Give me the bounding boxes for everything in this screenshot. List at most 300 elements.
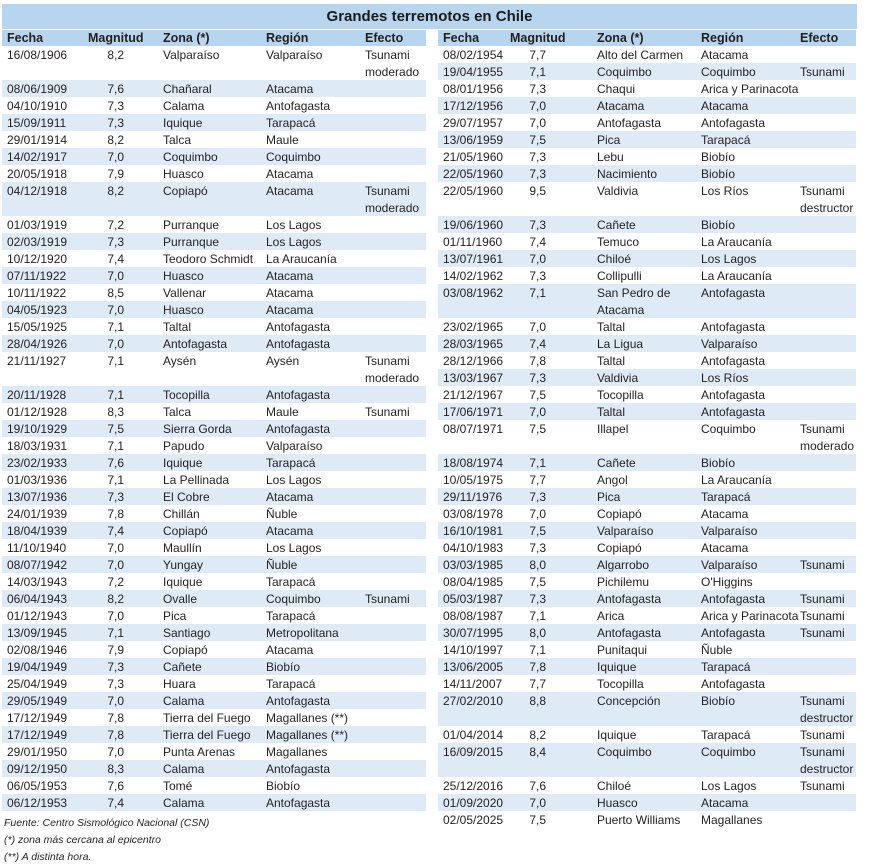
cell-zona: Taltal [597,354,626,368]
cell-region: Antofagasta [266,796,331,810]
cell-magnitud: 7,3 [107,490,124,504]
cell-efecto: Tsunami [365,592,410,606]
cell-fecha: 28/12/1966 [443,354,504,368]
cell-zona: La Pellinada [163,473,230,487]
cell-region: Maule [266,405,299,419]
cell-fecha: 21/12/1967 [443,388,504,402]
table-row [438,386,856,403]
cell-region: Tarapacá [266,456,316,470]
table-header [438,30,856,46]
cell-region: Tarapacá [266,116,316,130]
cell-region: Los Lagos [266,541,322,555]
cell-zona: Huara [163,677,196,691]
cell-magnitud: 7,7 [529,473,546,487]
cell-region: Antofagasta [701,626,766,640]
cell-magnitud: 7,4 [529,235,546,249]
table-row [438,284,856,318]
cell-fecha: 18/04/1939 [7,524,68,538]
cell-efecto: Tsunami [800,609,845,623]
cell-region: Atacama [701,507,749,521]
cell-magnitud: 7,7 [529,677,546,691]
cell-region: La Araucanía [701,235,772,249]
cell-magnitud: 8,5 [107,286,124,300]
cell-zona: Maullín [163,541,202,555]
cell-region: Antofagasta [701,354,766,368]
cell-zona: Copiapó [597,507,642,521]
cell-region: Antofagasta [266,99,331,113]
table-row [2,488,426,505]
table-row [438,352,856,369]
cell-zona: El Cobre [163,490,210,504]
cell-region: La Araucanía [701,269,772,283]
cell-magnitud: 7,9 [107,167,124,181]
cell-region: O'Higgins [701,575,753,589]
cell-region: Los Lagos [266,473,322,487]
right-table-body [438,46,856,828]
cell-region: Coquimbo [266,150,321,164]
cell-region: Tarapacá [701,490,751,504]
cell-region: Magallanes (**) [266,711,349,725]
cell-efecto: Tsunami [800,779,845,793]
cell-region: Atacama [266,167,314,181]
cell-fecha: 17/06/1971 [443,405,504,419]
cell-fecha: 29/11/1976 [443,490,503,504]
header-zona: Zona (*) [163,31,210,45]
table-row [2,267,426,284]
cell-region: Atacama [266,490,314,504]
cell-zona: Iquique [163,456,203,470]
cell-region: Los Lagos [701,779,757,793]
table-row [438,369,856,386]
cell-zona: Pichilemu [597,575,650,589]
cell-zona: Antofagasta [597,116,662,130]
cell-region: Ñuble [266,507,298,521]
cell-region: Biobío [701,167,736,181]
cell-magnitud: 7,1 [107,388,124,402]
cell-zona: Lebu [597,150,624,164]
header-zona: Zona (*) [597,31,644,45]
cell-fecha: 28/04/1926 [7,337,68,351]
cell-fecha: 03/03/1985 [443,558,504,572]
cell-region: Antofagasta [701,286,766,300]
cell-fecha: 22/05/1960 [443,184,504,198]
table-row [438,267,856,284]
cell-zona: Aysén [163,354,197,368]
cell-fecha: 28/03/1965 [443,337,504,351]
cell-magnitud: 7,3 [107,677,124,691]
table-row [438,488,856,505]
cell-fecha: 23/02/1965 [443,320,504,334]
cell-fecha: 20/05/1918 [7,167,68,181]
cell-zona: Atacama [597,99,645,113]
cell-magnitud: 7,1 [107,626,124,640]
table-row [2,505,426,522]
cell-magnitud: 8,2 [529,728,546,742]
cell-fecha: 01/11/1960 [443,235,503,249]
cell-magnitud: 8,2 [107,184,124,198]
cell-fecha: 01/09/2020 [443,796,504,810]
table-row [438,148,856,165]
table-row [2,97,426,114]
cell-zona: Coquimbo [597,745,652,759]
cell-zona: Copiapó [163,643,208,657]
header-magnitud: Magnitud [88,31,144,45]
cell-fecha: 14/02/1962 [443,269,504,283]
table-row [2,182,426,216]
cell-magnitud: 7,8 [107,507,124,521]
cell-magnitud: 7,3 [529,592,546,606]
cell-region: Los Lagos [266,235,322,249]
cell-region: Tarapacá [266,575,316,589]
cell-zona: Antofagasta [163,337,228,351]
table-row [438,216,856,233]
cell-region: Coquimbo [701,422,756,436]
table-row [438,335,856,352]
table-row [438,233,856,250]
cell-magnitud: 7,7 [529,48,546,62]
cell-region: Biobío [701,218,736,232]
left-table [2,30,426,811]
table-row [438,165,856,182]
cell-efecto: Tsunami [800,65,845,79]
cell-region: Valparaíso [701,558,758,572]
cell-zona: Purranque [163,218,220,232]
table-row [438,182,856,216]
table-row [2,641,426,658]
cell-fecha: 13/03/1967 [443,371,504,385]
cell-magnitud: 7,6 [107,456,124,470]
cell-zona: Huasco [163,167,204,181]
cell-zona: Concepción [597,694,661,708]
cell-zona: Illapel [597,422,629,436]
cell-efecto: Tsunami destructor [800,184,854,215]
cell-zona: Chaqui [597,82,636,96]
cell-region: Atacama [701,796,749,810]
table-row [438,420,856,454]
cell-efecto: Tsunami [800,626,845,640]
cell-zona: Alto del Carmen [597,48,684,62]
cell-magnitud: 7,0 [107,558,124,572]
cell-zona: Coquimbo [597,65,652,79]
cell-zona: Valparaíso [597,524,654,538]
cell-magnitud: 8,8 [529,694,546,708]
table-row [438,624,856,641]
cell-fecha: 11/10/1940 [7,541,67,555]
table-row [2,658,426,675]
cell-zona: Iquique [163,575,203,589]
cell-magnitud: 7,8 [529,354,546,368]
table-row [438,641,856,658]
cell-fecha: 04/10/1910 [7,99,68,113]
cell-fecha: 08/02/1954 [443,48,504,62]
cell-fecha: 08/04/1985 [443,575,504,589]
cell-magnitud: 7,3 [107,235,124,249]
cell-fecha: 04/12/1918 [7,184,68,198]
cell-fecha: 06/05/1953 [7,779,68,793]
cell-zona: San Pedro de Atacama [597,286,671,317]
cell-fecha: 01/12/1928 [7,405,68,419]
table-row [438,692,856,726]
cell-fecha: 18/03/1931 [7,439,68,453]
cell-region: Antofagasta [701,320,766,334]
table-row [2,80,426,97]
cell-region: Antofagasta [266,388,331,402]
cell-magnitud: 8,3 [107,762,124,776]
cell-magnitud: 9,5 [529,184,546,198]
cell-magnitud: 7,4 [107,796,124,810]
cell-fecha: 29/01/1914 [7,133,68,147]
table-row [438,80,856,97]
table-row [438,471,856,488]
table-row [438,454,856,471]
table-row [2,607,426,624]
cell-zona: Iquique [597,660,637,674]
cell-fecha: 04/10/1983 [443,541,504,555]
cell-region: Los Lagos [701,252,757,266]
table-row [2,114,426,131]
table-row [2,403,426,420]
cell-magnitud: 7,1 [107,473,124,487]
cell-efecto: Tsunami [365,405,410,419]
cell-fecha: 15/09/1911 [7,116,67,130]
cell-zona: Punitaqui [597,643,648,657]
cell-zona: Taltal [163,320,192,334]
cell-fecha: 16/09/2015 [443,745,504,759]
cell-fecha: 08/07/1942 [7,558,68,572]
cell-region: Arica y Parinacota [701,609,799,623]
table-title: Grandes terremotos en Chile [2,4,857,29]
table-row [2,556,426,573]
cell-fecha: 17/12/1949 [7,728,68,742]
cell-zona: Valdivia [597,184,639,198]
cell-zona: Cañete [597,218,636,232]
cell-region: Atacama [701,48,749,62]
cell-magnitud: 7,6 [529,779,546,793]
cell-magnitud: 7,5 [107,422,124,436]
cell-fecha: 19/04/1955 [443,65,504,79]
cell-region: Metropolitana [266,626,339,640]
table-row [2,590,426,607]
cell-magnitud: 7,3 [529,82,546,96]
table-row [2,624,426,641]
cell-zona: Angol [597,473,628,487]
cell-region: Antofagasta [266,422,331,436]
table-header [2,30,426,46]
cell-magnitud: 7,1 [529,65,546,79]
table-row [2,46,426,80]
cell-fecha: 10/05/1975 [443,473,504,487]
table-row [2,675,426,692]
cell-fecha: 29/05/1949 [7,694,68,708]
table-row [438,97,856,114]
cell-fecha: 08/07/1971 [443,422,504,436]
cell-magnitud: 7,2 [107,218,124,232]
left-table-body [2,46,426,811]
table-row [438,403,856,420]
cell-zona: Calama [163,694,205,708]
cell-zona: Punta Arenas [163,745,236,759]
cell-zona: Talca [163,133,192,147]
cell-efecto: Tsunami destructor [800,694,854,725]
cell-region: Coquimbo [266,592,321,606]
cell-region: Atacama [266,184,314,198]
cell-region: Tarapacá [701,133,751,147]
cell-fecha: 14/02/1917 [7,150,68,164]
cell-region: Aysén [266,354,300,368]
table-row [2,573,426,590]
table-row [438,131,856,148]
cell-zona: Chañaral [163,82,212,96]
cell-fecha: 13/07/1961 [443,252,504,266]
cell-efecto: Tsunami [800,558,845,572]
table-row [2,165,426,182]
table-row [438,590,856,607]
cell-zona: Temuco [597,235,640,249]
cell-fecha: 01/12/1943 [7,609,68,623]
table-row [2,318,426,335]
cell-region: Antofagasta [701,592,766,606]
cell-fecha: 14/03/1943 [7,575,68,589]
cell-fecha: 06/04/1943 [7,592,68,606]
table-row [438,743,856,777]
cell-magnitud: 7,3 [107,116,124,130]
cell-region: Tarapacá [701,728,751,742]
cell-zona: Yungay [163,558,204,572]
cell-magnitud: 8,2 [107,48,124,62]
cell-efecto: Tsunami destructor [800,745,854,776]
table-row [438,250,856,267]
cell-zona: Pica [597,490,621,504]
cell-magnitud: 7,3 [529,269,546,283]
cell-region: Ñuble [266,558,298,572]
table-row [438,777,856,794]
zone-note: (*) zona más cercana al epicentro [4,834,161,846]
cell-zona: Copiapó [597,541,642,555]
cell-magnitud: 7,3 [529,150,546,164]
cell-region: Antofagasta [266,762,331,776]
footnotes [4,815,209,866]
cell-fecha: 10/12/1920 [7,252,68,266]
cell-magnitud: 7,0 [107,150,124,164]
cell-fecha: 02/08/1946 [7,643,68,657]
cell-zona: Vallenar [163,286,207,300]
table-row [438,46,856,63]
cell-fecha: 17/12/1956 [443,99,504,113]
cell-zona: Tierra del Fuego [163,711,251,725]
cell-region: Magallanes [266,745,328,759]
cell-zona: Iquique [163,116,203,130]
cell-region: Magallanes (**) [266,728,349,742]
cell-magnitud: 8,0 [529,626,546,640]
table-row [438,539,856,556]
cell-region: Atacama [266,82,314,96]
cell-region: Biobío [266,660,301,674]
cell-zona: Pica [597,133,621,147]
table-row [2,301,426,318]
cell-region: Antofagasta [701,405,766,419]
cell-magnitud: 7,2 [107,575,124,589]
cell-magnitud: 8,2 [107,592,124,606]
cell-fecha: 30/07/1995 [443,626,504,640]
cell-fecha: 02/03/1919 [7,235,68,249]
cell-fecha: 03/08/1978 [443,507,504,521]
cell-fecha: 19/10/1929 [7,422,68,436]
cell-fecha: 05/03/1987 [443,592,504,606]
cell-fecha: 07/11/1922 [7,269,67,283]
cell-fecha: 08/01/1956 [443,82,504,96]
cell-zona: La Ligua [597,337,644,351]
cell-fecha: 13/06/1959 [443,133,504,147]
cell-fecha: 14/11/2007 [443,677,503,691]
cell-fecha: 27/02/2010 [443,694,504,708]
cell-magnitud: 7,4 [107,524,124,538]
cell-region: Biobío [701,456,736,470]
cell-region: Valparaíso [701,337,758,351]
cell-magnitud: 8,3 [107,405,124,419]
cell-region: Magallanes [701,813,763,827]
cell-fecha: 16/08/1906 [7,48,68,62]
table-row [2,692,426,709]
cell-zona: Huasco [163,269,204,283]
cell-zona: Cañete [597,456,636,470]
cell-magnitud: 7,1 [529,456,546,470]
cell-magnitud: 8,4 [529,745,546,759]
cell-fecha: 13/07/1936 [7,490,68,504]
table-row [2,437,426,454]
cell-zona: Cañete [163,660,202,674]
cell-magnitud: 7,0 [107,303,124,317]
table-row [2,386,426,403]
cell-region: Arica y Parinacota [701,82,799,96]
table-row [2,454,426,471]
cell-magnitud: 7,0 [107,541,124,555]
cell-magnitud: 7,4 [107,252,124,266]
cell-magnitud: 7,5 [529,813,546,827]
cell-region: Atacama [701,99,749,113]
cell-zona: Nacimiento [597,167,658,181]
cell-magnitud: 7,0 [529,796,546,810]
table-row [2,743,426,760]
table-row [438,607,856,624]
cell-region: Atacama [266,643,314,657]
table-row [2,216,426,233]
cell-fecha: 29/07/1957 [443,116,504,130]
table-row [2,284,426,301]
cell-zona: Arica [597,609,625,623]
table-row [2,760,426,777]
cell-magnitud: 7,0 [529,507,546,521]
cell-fecha: 17/12/1949 [7,711,68,725]
cell-region: Atacama [701,541,749,555]
header-efecto: Efecto [365,31,404,45]
table-row [2,471,426,488]
table-row [438,114,856,131]
cell-efecto: Tsunami [800,728,845,742]
cell-zona: Valparaíso [163,48,220,62]
cell-fecha: 24/01/1939 [7,507,68,521]
cell-fecha: 23/02/1933 [7,456,68,470]
table-row [438,658,856,675]
cell-zona: Antofagasta [597,626,662,640]
cell-region: Los Ríos [701,184,749,198]
header-fecha: Fecha [7,31,44,45]
cell-magnitud: 7,0 [107,337,124,351]
cell-fecha: 13/09/1945 [7,626,68,640]
cell-magnitud: 7,1 [529,609,546,623]
cell-magnitud: 7,3 [529,490,546,504]
cell-magnitud: 7,3 [529,371,546,385]
cell-magnitud: 7,0 [107,269,124,283]
